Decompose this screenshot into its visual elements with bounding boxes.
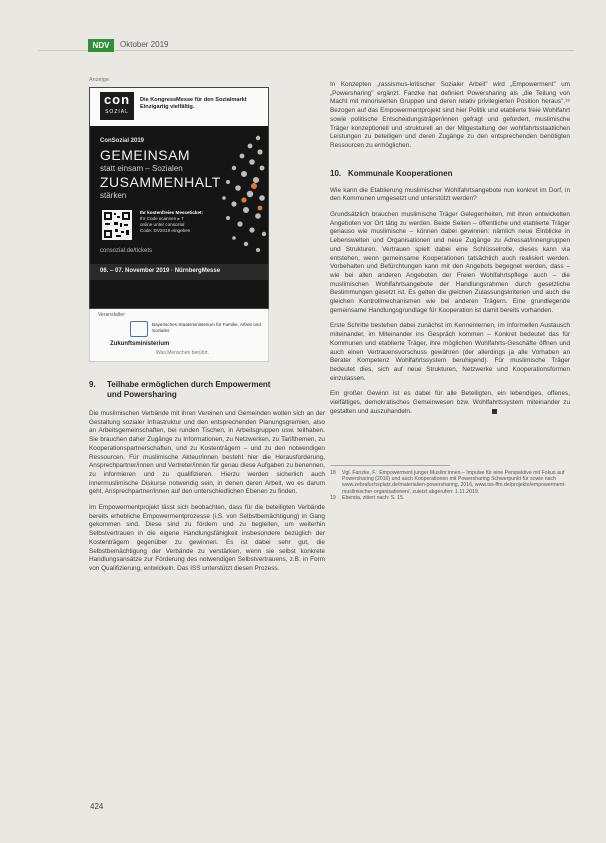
section-10-paragraph: Wie kann die Etablierung muslimischer Wohlfahrtsangebote nun konkret im Dorf, in den Kommunen umgesetzt und unterstützt werden? (330, 186, 570, 203)
section-10-paragraph (330, 390, 570, 416)
footnote (330, 495, 570, 501)
ticket-line-3: Code: DV2019 eingeben (140, 228, 191, 233)
ad-headline-2: statt einsam – Sozialen (100, 164, 183, 173)
section-10-heading (330, 169, 570, 179)
zukunftsministerium-slogan: Was Menschen berührt. (156, 350, 209, 356)
ad-event-dates: 06. – 07. November 2019 · NürnbergMesse (100, 268, 221, 274)
footnote-number: 18 (330, 469, 336, 476)
ticket-title: Ihr kostenfreies Messeticket: (140, 210, 204, 215)
ad-website: consozial.de/tickets (100, 248, 153, 254)
ad-header (90, 88, 268, 126)
advertisement (89, 87, 269, 309)
logo-text: con (103, 92, 131, 107)
header-rule (38, 50, 574, 51)
ministry-name: Bayerisches Staatsministerium für Familie, Arbeit und Soziales (152, 322, 261, 333)
ad-headline-4: stärken (100, 191, 127, 200)
section-9-paragraph: Im Empowermentprojekt lässt sich beobachten, dass für die beteiligten Verbände bereits erhebliche Empowermentprozesse (i.S. von Selbstbemächtigung) in Gang gekommen sind. Diese sind zu fördern und zu begleiten, um weiterhin Selbstvertrauen in die eigene Handlungsfähigkeit insbesondere bezüglich der Kostenträgern gegenüber zu gewinnen. Es ist dabei sehr gut, die Selbstbemächtigung der Verbände zu verstärken, wenn sie selbst konkrete Handlungsansätze zur Förderung des notwendigen Selbstvertrauens, z.B. in Form von Qualifizierung, entwickeln. Das ISS unterstützt diesen Prozess. (89, 504, 325, 572)
section-9-title-1: Teilhabe ermöglichen durch Empowerment (107, 380, 271, 389)
section-9-heading (89, 380, 325, 400)
ad-event-name: ConSozial 2019 (100, 138, 145, 144)
left-column (89, 77, 325, 574)
section-9-number: 9. (89, 380, 96, 389)
section-10-paragraph: Grundsätzlich brauchen muslimische Träger Gelegenheiten, mit ihren entwickelten Angeboten vor Ort tätig zu werden. Beide Seiten – öffentliche und etablierte Träger genauso wie muslimische – können dabei gewinnen: nämlich neue Einblicke in Lebenswelten und Organisationen und neue Zugänge zu Adressat/innengruppen und Strukturen. Vertrauen spielt dabei eine Schlüsselrolle, dieses kann via entstehen, wenn gemeinsame Kooperationen tatsächlich auch realisiert werden. Vorbehalten und Befürchtungen kann mit den Angebots begegnet werden, dass – wie bei allen anderen Angeboten der Freien Wohlfahrtspflege auch – die muslimischen Wohlfahrtsangebote der Handlungsrahmen durch gesetzliche Bestimmungen gesetzt ist. Es gelten die gleichen Zulassungskriterien und auch die gleichen Kontrollmechanismen wie bei anderen Trägern. Eine grundlegende gemeinsame Handlungsgrundlage für Kooperation ist damit bereits vorhanden. (330, 211, 570, 314)
issue-date: Oktober 2019 (120, 40, 169, 49)
ad-label: Anzeige (89, 77, 109, 83)
section-10-title: Kommunale Kooperationen (348, 168, 453, 178)
zukunftsministerium-logo: Zukunftsministerium (110, 341, 170, 347)
page-number: 424 (90, 802, 104, 811)
section-10-number: 10. (330, 168, 342, 178)
ad-headline-1: GEMEINSAM (100, 147, 191, 163)
section-10-paragraph: Erste Schritte bestehen dabei zunächst im Kennenlernen, im informellen Austausch miteinander, im Miteinander ins Gespräch kommen – Konkret bedeutet das für Kommunen und etablierte Träger, ihre möglichen Wohlfahrts-Geschäfte öffnen und auch einen Vertrauensvorschuss gewähren (der allerdings ja alle Vorhaben an Berater Kompetenz Wohlfahrtssystem beruhigend). Für muslimische Träger bedeutet dies, sich auf neue Strukturen, Netzwerke und Kooperationsformen einzulassen. (330, 322, 570, 382)
bavarian-crest-icon (130, 321, 148, 337)
ad-tagline: Die KongressMesse für den Sozialmarkt Einzigartig vielfältig. (140, 97, 247, 110)
footnote-text: Ebenda, zitiert nach: S. 15. (342, 495, 405, 502)
footnote-text: Vgl. Fanzke, F.: Empowerment junger Muslim:innen – Impulse für eine Perspektive mit Fokus auf Powersharing (2016) und auch Kooperationen mit Powersharing Schwerpunkt für sowie nach www.zebrafuchsplatz.de/materialien-powersharing, 2016, www.iss-ffm.de/projekte/empowerment-muslimischer-organisationen/, zuletzt abgerufen: 1.11.2019. (342, 469, 566, 495)
logo-subtext: SOZIAL (105, 109, 129, 115)
powersharing-paragraph: In Konzepten „rassismus-kritischer Sozialer Arbeit" wird „Empowerment" um „Powersharing" ergänzt. Fanzke hat definiert Powersharing als „die Teilung von Macht mit minorisierten Gruppen und deren relativ privilegierten Position heraus".¹⁸ Bezogen auf das Empowermentprojekt sind hier Politik und etablierte freie Wohlfahrt sowie politische Entscheidungsträger/innen gefragt und gefordert, muslimische Träger konzeptionell und strukturell an der Mitgestaltung der wohlfahrtsstaatlichen Leistungen zu beteiligen und deren Zugänge zu den entsprechenden benötigten Ressourcen zu ermöglichen. (330, 81, 570, 149)
end-of-article-mark (492, 409, 497, 414)
qr-code (102, 210, 132, 240)
ticket-line-1: Ihr Code scannen ▸ 7 (140, 216, 184, 221)
consozial-logo (100, 92, 134, 120)
ad-organizer-panel (89, 309, 269, 362)
ad-headline-3: ZUSAMMENHALT (100, 174, 221, 190)
footnote-number: 19 (330, 495, 336, 502)
right-column (330, 81, 570, 502)
section-9-paragraph: Die muslimischen Verbände mit ihren Vereinen und Gemeinden wollen sich an der Gestaltung sozialer Infrastruktur und den entsprechenden Planungsgremien, also an Arbeitsgemeinschaften, bei runden Tischen, in Arbeitsgruppen usw. teilhaben. Sie brauchen daher Zugänge zu Informationen, zu Netzwerken, zu Tarifthemen, zu Kooperationspartnerschaften, und zu Kostenträgern – und zu den notwendigen Ressourcen. Für muslimische Akteur/innen besteht hier die Herausforderung, Ansprechpartner/innen und Vertreter/innen für genau diese Aufgaben zu benennen, zu informieren und zu qualifizieren. Hierzu werden sicherlich auch innermuslimische Diskurse notwendig sein, in denen deren Arbeit, wo es darum geht, Ansprechpartner/innen auf den unterschiedlichen Ebenen zu finden. (89, 410, 325, 496)
footnote (330, 470, 570, 496)
footnote-rule (330, 465, 450, 466)
journal-badge: NDV (88, 39, 114, 52)
ticket-line-2: online unter consozial (140, 222, 185, 227)
closing-text: Ein großer Gewinn ist es dabei für alle Beteiligten, ein lebendiges, offenes, vielfältiges, demokratisches Gemeinwesen bzw. Wohlfahrtssystem miteinander zu gestalten und auszuhandeln. (330, 390, 570, 415)
dot-pattern-graphic (198, 128, 268, 258)
section-9-title-2: und Powersharing (107, 390, 177, 399)
organizer-label: Veranstalter (98, 312, 125, 318)
ticket-info (140, 210, 210, 234)
